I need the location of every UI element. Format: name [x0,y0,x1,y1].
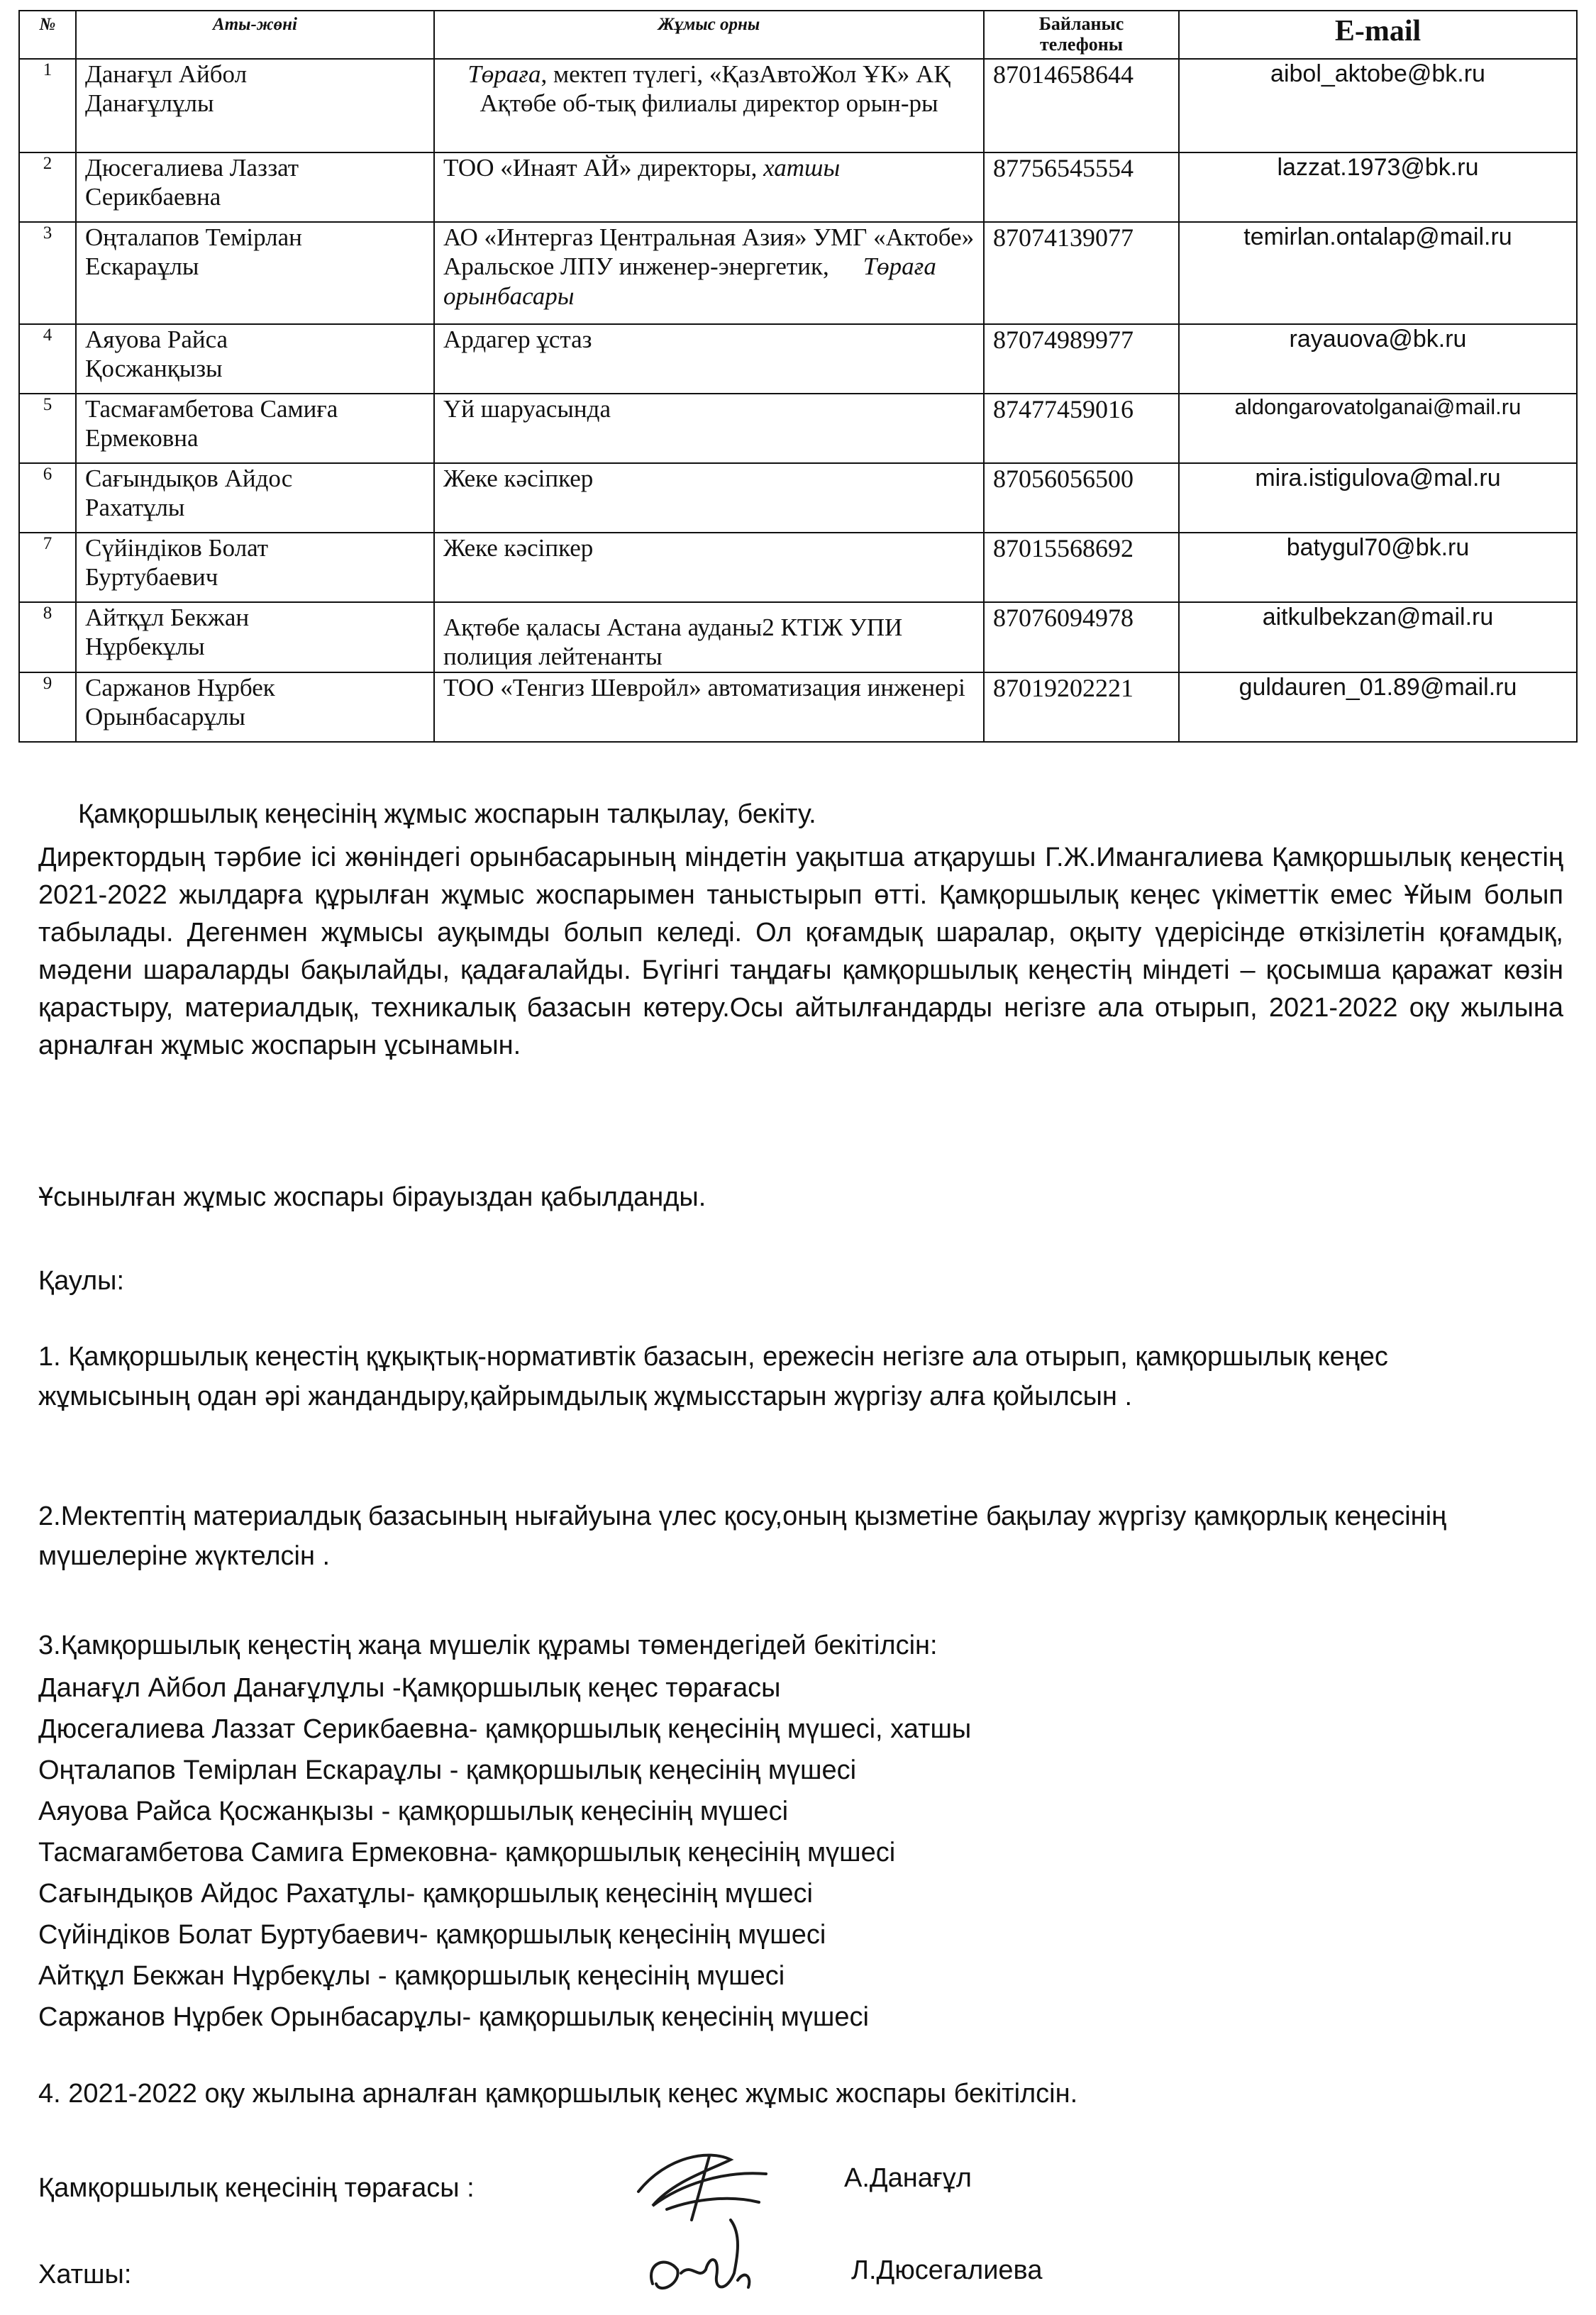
row-num: 1 [19,59,76,152]
row-email: aldongarovatolganai@mail.ru [1179,394,1577,463]
work-text: ТОО «Инаят АЙ» директоры, [443,154,764,182]
header-num: № [19,11,76,59]
work-role: хатшы [763,154,841,182]
table-row [19,602,1577,672]
row-email: lazzat.1973@bk.ru [1179,152,1577,222]
row-name [76,152,434,222]
name-line: Аяуова Райса [85,326,228,353]
header-email: E-mail [1179,11,1577,59]
row-phone: 87014658644 [984,59,1179,152]
header-phone-line1: Байланыс [1038,13,1124,34]
chair-name: А.Данағұл [844,2163,972,2193]
header-work: Жұмыс орны [434,11,984,59]
row-name [76,463,434,533]
row-work [434,152,984,222]
work-text: АО «Интергаз Центральная Азия» УМГ «Актобе» Аральское ЛПУ инженер-энергетик, [443,223,975,281]
row-email: mira.istigulova@mal.ru [1179,463,1577,533]
row-name [76,672,434,742]
row-num: 7 [19,533,76,602]
row-work [434,222,984,324]
name-line: Айтқұл Бекжан [85,604,250,631]
row-num: 5 [19,394,76,463]
table-row [19,463,1577,533]
row-email: batygul70@bk.ru [1179,533,1577,602]
work-text: , мектеп түлегі, «ҚазАвтоЖол ҰК» АҚ Ақтөбе об-тық филиалы директор орын-ры [480,60,951,118]
name-line: Серикбаевна [85,183,221,211]
name-line: Саржанов Нұрбек [85,673,275,701]
row-num: 8 [19,602,76,672]
row-name [76,222,434,324]
row-num: 3 [19,222,76,324]
table-row [19,324,1577,394]
row-phone: 87056056500 [984,463,1179,533]
row-work: Жеке кәсіпкер [434,533,984,602]
row-name [76,602,434,672]
name-line: Орынбасарұлы [85,702,245,731]
list-item: Тасмагамбетова Самига Ермековна- қамқоршылық кеңесінің мүшесі [38,1838,896,1867]
header-phone [984,11,1179,59]
name-line: Данағұл Айбол [85,60,248,88]
table-row [19,222,1577,324]
work-role: Төраға [467,60,541,88]
row-work: ТОО «Тенгиз Шевройл» автоматизация инженері [434,672,984,742]
row-phone: 87076094978 [984,602,1179,672]
table-row [19,672,1577,742]
name-line: Сүйіндіков Болат [85,534,269,562]
discussion-title: Қамқоршылық кеңесінің жұмыс жоспарын талқылау, бекіту. [78,799,816,829]
discussion-paragraph: Директордың тәрбие ісі жөніндегі орынбасарының міндетін уақытша атқарушы Г.Ж.Имангалиева Қамқоршылық кеңестің 2021-2022 жылдарға құрылған жұмыс жоспарымен таныстырып өтті. Қамқоршылық кеңес үкіметтік емес Ұйым болып табылады. Дегенмен жұмысы ауқымды болып келеді. Ол қоғамдық шаралар, оқыту үдерісінде өткізілетін қоғамдық, мәдени шараларды бақылайды, қадағалайды. Бүгінгі таңдағы қамқоршылық кеңестің міндеті – қосымша қаражат көзін қарастыру, материалдық, техникалық базасын көтеру.Осы айтылғандарды негізге ала отырып, 2021-2022 оқу жылына арналған жұмыс жоспарын ұсынамын. [38,843,1563,1060]
header-name: Аты-жөні [76,11,434,59]
secretary-name: Л.Дюсегалиева [851,2255,1043,2285]
name-line: Оңталапов Темірлан [85,223,302,251]
row-name [76,324,434,394]
resolution-item-3-title: 3.Қамқоршылық кеңестің жаңа мүшелік құрамы төмендегідей бекітілсін: [38,1631,938,1660]
name-line: Дюсегалиева Лаззат [85,154,299,182]
list-item: Айтқұл Бекжан Нұрбекұлы - қамқоршылық кеңесінің мүшесі [38,1961,785,1991]
row-phone: 87074139077 [984,222,1179,324]
row-num: 2 [19,152,76,222]
row-phone: 87477459016 [984,394,1179,463]
name-line: Буртубаевич [85,563,218,592]
table-row [19,394,1577,463]
secretary-label: Хатшы: [38,2260,132,2289]
row-num: 4 [19,324,76,394]
name-line: Тасмағамбетова Самиға [85,395,338,423]
discussion-accepted: Ұсынылған жұмыс жоспары бірауыздан қабылданды. [38,1182,706,1212]
name-line: Данағұлұлы [85,89,214,118]
chair-label: Қамқоршылық кеңесінің төрағасы : [38,2173,475,2203]
name-line: Ескараұлы [85,252,199,281]
row-name [76,59,434,152]
name-line: Ермековна [85,424,199,453]
row-email: aibol_aktobe@bk.ru [1179,59,1577,152]
table-row [19,533,1577,602]
resolution-item-4: 4. 2021-2022 оқу жылына арналған қамқоршылық кеңес жұмыс жоспары бекітілсін. [38,2079,1078,2109]
list-item: Данағұл Айбол Данағұлұлы -Қамқоршылық кеңес төрағасы [38,1673,781,1703]
row-work: Үй шаруасында [434,394,984,463]
list-item: Аяуова Райса Қосжанқызы - қамқоршылық кеңесінің мүшесі [38,1797,789,1826]
name-line: Сағындықов Айдос [85,465,293,492]
row-num: 9 [19,672,76,742]
row-name [76,533,434,602]
resolution-label: Қаулы: [38,1266,125,1296]
header-phone-line2: телефоны [1039,33,1124,55]
members-list [38,1668,1563,2038]
work-role: Төраға орынбасары [443,252,936,310]
row-phone: 87756545554 [984,152,1179,222]
list-item: Оңталапов Темірлан Ескараұлы - қамқоршылық кеңесінің мүшесі [38,1755,857,1785]
row-phone: 87019202221 [984,672,1179,742]
list-item: Саржанов Нұрбек Орынбасарұлы- қамқоршылық кеңесінің мүшесі [38,2002,869,2032]
row-email: temirlan.ontalap@mail.ru [1179,222,1577,324]
table-header-row [19,11,1577,59]
row-work: Жеке кәсіпкер [434,463,984,533]
table-row [19,59,1577,152]
row-phone: 87015568692 [984,533,1179,602]
list-item: Дюсегалиева Лаззат Серикбаевна- қамқоршылық кеңесінің мүшесі, хатшы [38,1714,972,1744]
name-line: Рахатұлы [85,494,185,522]
row-email: guldauren_01.89@mail.ru [1179,672,1577,742]
list-item: Сағындықов Айдос Рахатұлы- қамқоршылық кеңесінің мүшесі [38,1879,813,1909]
name-line: Қосжанқызы [85,355,223,383]
members-table [18,10,1578,743]
row-phone: 87074989977 [984,324,1179,394]
row-email: rayauova@bk.ru [1179,324,1577,394]
resolution-item-1: 1. Қамқоршылық кеңестің құқықтық-нормативтік базасын, ережесін негізге ала отырып, қамқоршылық кеңес жұмысының одан әрі жандандыру,қайрымдылық жұмысстарын жүргізу алға қойылсын . [38,1342,1388,1411]
secretary-signature [638,2213,766,2305]
row-work: Ақтөбе қаласы Астана ауданы2 КТІЖ УПИ полиция лейтенанты [434,602,984,672]
row-num: 6 [19,463,76,533]
row-work [434,59,984,152]
row-work: Ардагер ұстаз [434,324,984,394]
row-email: aitkulbekzan@mail.ru [1179,602,1577,672]
list-item: Сүйіндіков Болат Буртубаевич- қамқоршылық кеңесінің мүшесі [38,1920,826,1950]
row-name [76,394,434,463]
name-line: Нұрбекұлы [85,633,205,661]
resolution-item-2: 2.Мектептің материалдық базасының нығайуына үлес қосу,оның қызметіне бақылау жүргізу қамқорлық кеңесінің мүшелеріне жүктелсін . [38,1501,1447,1571]
table-row [19,152,1577,222]
